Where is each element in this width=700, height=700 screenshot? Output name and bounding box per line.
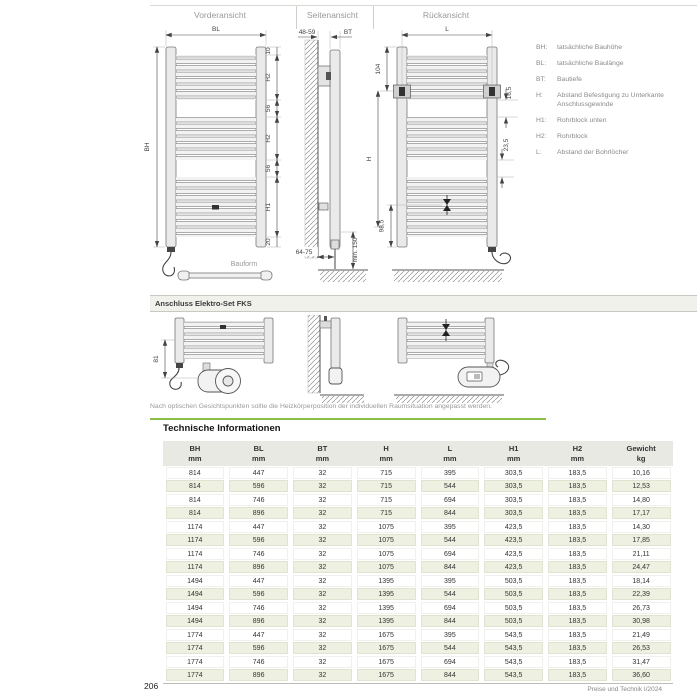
table-cell: 503,5 [484,588,543,600]
table-cell: 14,30 [612,521,671,533]
table-row [163,628,673,642]
dimension-label: 48-59 [298,29,316,36]
table-cell: 844 [421,507,480,519]
table-cell: 303,5 [484,480,543,492]
table-cell: 423,5 [484,534,543,546]
legend-item [536,117,698,126]
table-cell: 24,47 [612,561,671,573]
legend-item [536,44,698,53]
table-cell: 896 [229,561,288,573]
table-cell: 32 [293,467,352,479]
dimension-label: 104 [375,63,382,75]
legend-item [536,76,698,85]
table-cell: 1395 [357,575,416,587]
dimension-label: BT [343,29,353,36]
legend-desc: Abstand Befestigung zu Unterkante Anschlussgewinde [557,92,664,108]
table-cell: 1774 [166,629,225,641]
power-cable [170,368,181,389]
wall-hatch [308,315,320,393]
front-view-title: Vorderansicht [194,10,246,20]
table-column-header: H2 mm [570,443,585,463]
table-cell: 26,53 [612,642,671,654]
table-row [163,493,673,507]
legend-desc: Rohrblock unten [557,116,607,124]
dimension-label: min. 150 [352,237,359,263]
table-column-header: BT mm [315,443,330,463]
table-cell: 423,5 [484,548,543,560]
dimension-label: 64-75 [295,249,313,256]
table-cell: 183,5 [548,467,607,479]
table-cell: 715 [357,494,416,506]
table-cell: 18,14 [612,575,671,587]
table-cell: 1494 [166,602,225,614]
table-cell: 183,5 [548,480,607,492]
elektro-section-title: Anschluss Elektro-Set FKS [155,299,252,308]
table-row [163,547,673,561]
page-number: 206 [144,681,159,691]
table-cell: 503,5 [484,602,543,614]
table-cell: 1494 [166,615,225,627]
table-cell: 694 [421,494,480,506]
table-bottom-rule [163,683,673,684]
dimension-label: BL [212,26,220,33]
table-cell: 32 [293,642,352,654]
legend-desc: tatsächliche Baulänge [557,60,624,68]
table-cell: 1395 [357,615,416,627]
table-cell: 183,5 [548,615,607,627]
table-row [163,520,673,534]
dimension-label: 98,5 [378,219,386,233]
table-cell: 544 [421,642,480,654]
table-cell: 183,5 [548,588,607,600]
table-row [163,642,673,656]
legend-item [536,60,698,69]
table-cell: 183,5 [548,507,607,519]
table-cell: 183,5 [548,494,607,506]
table-cell: 543,5 [484,642,543,654]
heating-element-side [331,240,339,249]
rear-view-title: Rückansicht [422,10,470,20]
electric-connector [488,247,496,252]
legend-item [536,92,698,109]
table-title: Technische Informationen [163,423,281,434]
dimension-label: L [445,26,449,33]
table-cell: 447 [229,521,288,533]
bauform-top-view [178,271,272,280]
table-cell: 10,16 [612,467,671,479]
table-cell: 694 [421,548,480,560]
tech-info-table [163,441,673,684]
dimension-label: BH [144,142,151,152]
table-cell: 503,5 [484,615,543,627]
heating-element [458,367,500,387]
table-cell: 694 [421,602,480,614]
lower-bracket [319,203,328,210]
table-cell: 1075 [357,548,416,560]
table-cell: 183,5 [548,642,607,654]
table-cell: 32 [293,575,352,587]
table-cell: 814 [166,494,225,506]
dimension-label: 20 [265,238,272,246]
elektro-set-drawings [140,315,570,403]
dimension-label: H [366,156,373,162]
table-cell: 447 [229,629,288,641]
mounting-bracket [320,321,331,328]
table-cell: 395 [421,521,480,533]
table-cell: 183,5 [548,669,607,681]
legend-desc: Rohrblock [557,133,588,141]
table-cell: 32 [293,494,352,506]
table-cell: 447 [229,467,288,479]
table-cell: 596 [229,642,288,654]
electric-connector [176,363,183,368]
table-cell: 303,5 [484,467,543,479]
table-cell: 32 [293,588,352,600]
legend-term: L: [536,149,542,157]
table-column-header: L mm [443,443,457,463]
elektro-front-drawing [153,318,273,394]
table-cell: 844 [421,561,480,573]
table-cell: 1494 [166,588,225,600]
table-cell: 32 [293,521,352,533]
table-row [163,466,673,480]
wall-hatch [305,40,318,258]
table-header-row [163,441,673,466]
dimension-label: 23,5 [503,138,510,152]
table-cell: 32 [293,656,352,668]
table-column-header: H1 mm [506,443,521,463]
table-cell: 17,17 [612,507,671,519]
table-cell: 814 [166,507,225,519]
table-cell: 543,5 [484,669,543,681]
table-cell: 1675 [357,629,416,641]
table-column-header: Gewicht kg [626,443,656,463]
power-cable [163,252,175,276]
table-cell: 303,5 [484,494,543,506]
table-cell: 36,60 [612,669,671,681]
power-cable [492,252,511,264]
legend-term: H: [536,92,543,100]
table-cell: 596 [229,534,288,546]
legend-term: BL: [536,60,547,68]
table-cell: 183,5 [548,656,607,668]
table-cell: 1675 [357,669,416,681]
table-row [163,655,673,669]
table-column-header: BL mm [251,443,266,463]
elektro-rear-drawing [394,318,509,403]
table-column-header: H mm [379,443,393,463]
table-cell: 1395 [357,602,416,614]
table-cell: 183,5 [548,548,607,560]
table-cell: 183,5 [548,629,607,641]
floor-hatch [394,271,502,282]
legend-item [536,133,698,142]
table-cell: 1075 [357,521,416,533]
table-cell: 32 [293,602,352,614]
legend-desc: Abstand der Bohrlöcher [557,149,629,157]
table-cell: 596 [229,480,288,492]
table-cell: 17,85 [612,534,671,546]
table-cell: 32 [293,534,352,546]
table-cell: 31,47 [612,656,671,668]
front-view-drawing [144,26,281,280]
brand-mark [212,205,219,210]
legend-term: BT: [536,76,546,84]
table-cell: 32 [293,615,352,627]
table-cell: 32 [293,507,352,519]
table-cell: 896 [229,507,288,519]
table-cell: 1075 [357,561,416,573]
heating-element [329,368,342,384]
table-cell: 1174 [166,548,225,560]
table-cell: 395 [421,467,480,479]
table-cell: 715 [357,480,416,492]
table-cell: 1174 [166,521,225,533]
table-cell: 32 [293,629,352,641]
table-cell: 183,5 [548,602,607,614]
table-row [163,574,673,588]
table-cell: 14,80 [612,494,671,506]
accent-rule [150,418,546,420]
table-cell: 32 [293,561,352,573]
table-cell: 183,5 [548,561,607,573]
heating-element [198,369,241,394]
table-cell: 544 [421,480,480,492]
table-cell: 1675 [357,642,416,654]
legend-list [536,44,698,158]
technical-drawings [140,0,560,292]
dimension-label: 10 [265,47,272,55]
side-view-drawing [291,29,368,282]
table-cell: 183,5 [548,575,607,587]
table-cell: 544 [421,588,480,600]
table-cell: 32 [293,548,352,560]
table-cell: 183,5 [548,521,607,533]
footer-edition: Preise und Technik I/2024 [587,686,662,693]
table-cell: 715 [357,507,416,519]
table-cell: 596 [229,588,288,600]
table-cell: 447 [229,575,288,587]
table-cell: 1774 [166,656,225,668]
rear-view-drawing [366,26,518,282]
table-cell: 22,39 [612,588,671,600]
table-body [163,466,673,682]
bauform-label: Bauform [230,261,258,268]
table-row [163,534,673,548]
table-cell: 694 [421,656,480,668]
table-cell: 1774 [166,669,225,681]
elektro-section-header [150,295,697,312]
legend-term: H2: [536,133,547,141]
table-cell: 32 [293,669,352,681]
floor-hatch [396,396,502,403]
side-view-title: Seitenansicht [306,10,359,20]
floor-hatch [322,396,364,403]
table-column-header: BH mm [188,443,202,463]
table-cell: 1494 [166,575,225,587]
table-row [163,588,673,602]
floor-hatch [320,271,366,282]
table-cell: 896 [229,669,288,681]
table-cell: 844 [421,669,480,681]
table-cell: 1774 [166,642,225,654]
electric-connector [167,247,175,252]
table-row [163,561,673,575]
table-cell: 1174 [166,561,225,573]
table-cell: 1675 [357,656,416,668]
positioning-note: Nach optischen Gesichtspunkten sollte die Heizkörperposition der individuellen Raumsituation angepasst werden. [150,403,492,410]
table-cell: 1395 [357,588,416,600]
legend-term: H1: [536,116,547,124]
table-cell: 183,5 [548,534,607,546]
table-cell: 715 [357,467,416,479]
dimension-label: 16,5 [506,86,513,100]
table-cell: 746 [229,656,288,668]
table-row [163,480,673,494]
table-cell: 543,5 [484,629,543,641]
table-cell: 1075 [357,534,416,546]
table-row [163,601,673,615]
table-cell: 30,98 [612,615,671,627]
dimension-label: H1 [265,202,272,212]
table-cell: 423,5 [484,561,543,573]
table-cell: 746 [229,494,288,506]
table-cell: 543,5 [484,656,543,668]
table-cell: 12,53 [612,480,671,492]
brand-mark [220,325,226,329]
table-cell: 544 [421,534,480,546]
legend-desc: Bautiefe [557,76,582,84]
table-cell: 844 [421,615,480,627]
table-cell: 303,5 [484,507,543,519]
table-cell: 503,5 [484,575,543,587]
table-cell: 21,11 [612,548,671,560]
table-cell: 814 [166,480,225,492]
dimension-label: H2 [265,73,272,82]
table-cell: 896 [229,615,288,627]
table-row [163,669,673,683]
legend-desc: tatsächliche Bauhöhe [557,44,622,51]
elektro-side-drawing [308,315,364,403]
dimension-label: H2 [265,134,272,143]
dimension-label: 56 [265,104,272,113]
legend-term: BH: [536,44,548,51]
table-cell: 21,49 [612,629,671,641]
dimension-label: 56 [265,164,272,173]
table-cell: 746 [229,548,288,560]
table-cell: 395 [421,575,480,587]
table-cell: 814 [166,467,225,479]
table-cell: 1174 [166,534,225,546]
dimension-label: 81 [153,355,160,363]
table-cell: 746 [229,602,288,614]
table-cell: 395 [421,629,480,641]
table-cell: 32 [293,480,352,492]
table-row [163,507,673,521]
legend-item [536,149,698,158]
table-cell: 26,73 [612,602,671,614]
table-cell: 423,5 [484,521,543,533]
table-row [163,615,673,629]
